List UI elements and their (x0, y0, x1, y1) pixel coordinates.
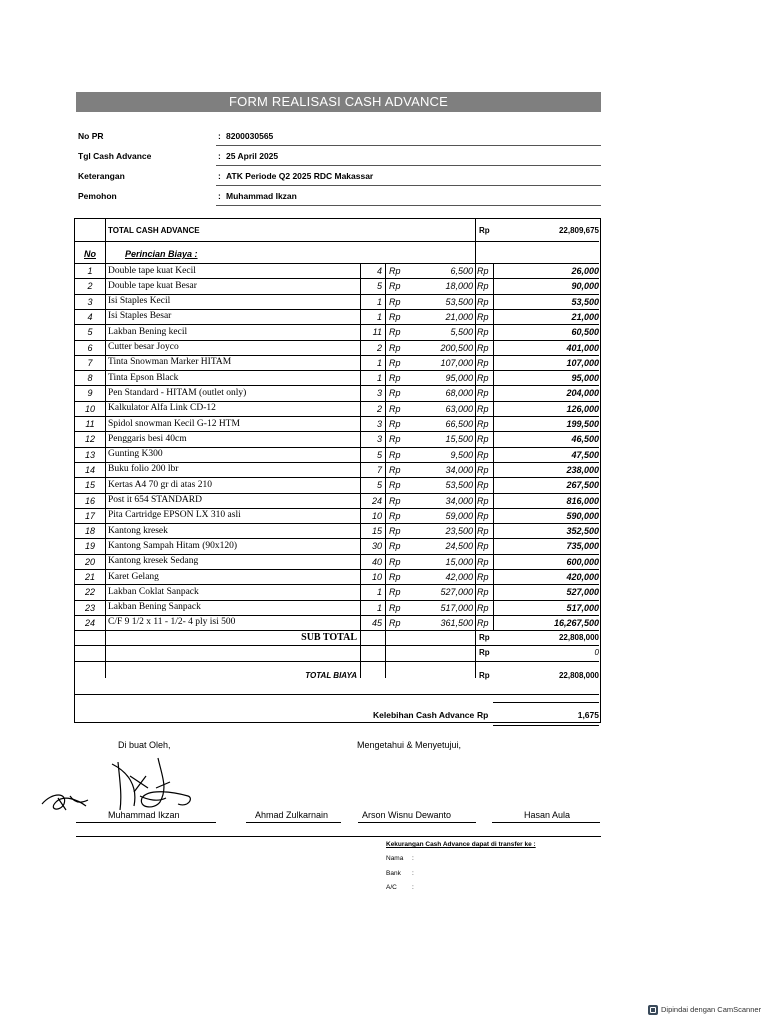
row-qty: 7 (376, 464, 382, 475)
row-currency-2: Rp (477, 602, 489, 613)
row-currency-2: Rp (477, 296, 489, 307)
row-price: 59,000 (445, 510, 473, 521)
extra-line (75, 661, 599, 662)
no-pr-value: 8200030565 (226, 131, 274, 141)
row-price: 34,000 (445, 464, 473, 475)
row-currency-2: Rp (477, 311, 489, 322)
extra-currency: Rp (479, 648, 490, 658)
row-price: 517,000 (440, 602, 473, 613)
pemohon-value: Muhammad Ikzan (226, 191, 297, 201)
row-qty: 4 (376, 266, 382, 276)
total-biaya-line (75, 694, 599, 695)
row-currency-2: Rp (477, 587, 489, 598)
row-qty: 5 (376, 281, 382, 292)
transfer-ac-colon: : (412, 884, 414, 891)
row-no: 14 (84, 464, 95, 475)
sub-total-currency: Rp (479, 633, 490, 643)
row-line (75, 569, 599, 570)
no-pr-underline (216, 145, 601, 146)
row-currency-2: Rp (477, 510, 489, 521)
row-no: 13 (84, 449, 95, 460)
row-qty: 1 (376, 373, 382, 384)
section-divider (76, 836, 601, 837)
total-ca-bottom-line (75, 241, 599, 242)
row-currency-1: Rp (389, 419, 401, 429)
row-qty: 1 (376, 311, 382, 322)
kelebihan-label: Kelebihan Cash Advance (373, 710, 475, 721)
row-currency-2: Rp (477, 556, 489, 567)
keterangan-label: Keterangan (78, 171, 125, 181)
row-currency-1: Rp (389, 556, 401, 567)
row-currency-1: Rp (389, 510, 401, 521)
tgl-cash-advance-colon: : (218, 151, 221, 161)
row-currency-2: Rp (477, 342, 489, 353)
row-line (75, 340, 599, 341)
row-total: 199,500 (566, 419, 599, 429)
row-qty: 1 (376, 357, 382, 368)
row-price: 66,500 (445, 419, 473, 429)
row-qty: 30 (371, 541, 382, 552)
rincian-column-header: Perincian Biaya : (125, 249, 198, 259)
vline-rp1 (385, 263, 386, 678)
row-line (75, 278, 599, 279)
row-price: 95,000 (445, 373, 473, 384)
row-total: 95,000 (571, 373, 599, 384)
row-item: Double tape kuat Besar (108, 280, 197, 291)
row-total: 46,500 (571, 434, 599, 445)
row-currency-1: Rp (389, 526, 401, 537)
row-price: 42,000 (445, 572, 473, 582)
row-item: Kalkulator Alfa Link CD-12 (108, 403, 216, 414)
row-no: 22 (84, 587, 95, 598)
row-currency-2: Rp (477, 572, 489, 582)
row-qty: 24 (371, 495, 382, 506)
row-qty: 10 (371, 572, 382, 582)
row-total: 238,000 (566, 464, 599, 475)
row-item: Cutter besar Joyco (108, 342, 179, 352)
signer-name-2: Ahmad Zulkarnain (255, 810, 329, 820)
row-price: 18,000 (445, 281, 473, 292)
row-total: 735,000 (566, 541, 599, 552)
pemohon-colon: : (218, 191, 221, 201)
row-no: 5 (87, 327, 93, 338)
row-total: 26,000 (571, 266, 599, 276)
row-line (75, 416, 599, 417)
row-item: Post it 654 STANDARD (108, 495, 202, 505)
vline-no-top (105, 219, 106, 241)
row-line (75, 508, 599, 509)
vline-rp2 (475, 219, 476, 678)
row-total: 590,000 (566, 510, 599, 521)
camscanner-label: Dipindai dengan CamScanner (661, 1005, 762, 1014)
row-currency-1: Rp (389, 373, 401, 384)
total-biaya-currency: Rp (479, 671, 490, 681)
row-qty: 2 (376, 342, 382, 353)
kelebihan-currency: Rp (477, 710, 489, 721)
row-currency-2: Rp (477, 464, 489, 475)
signer-name-4: Hasan Aula (524, 810, 571, 820)
row-price: 527,000 (440, 587, 473, 598)
row-line (75, 477, 599, 478)
row-total: 90,000 (571, 281, 599, 292)
row-line (75, 355, 599, 356)
row-total: 53,500 (571, 296, 599, 307)
row-no: 15 (84, 480, 95, 491)
row-no: 9 (87, 388, 93, 399)
row-currency-1: Rp (389, 327, 401, 338)
row-currency-2: Rp (477, 403, 489, 414)
row-total: 600,000 (566, 556, 599, 567)
row-currency-1: Rp (389, 587, 401, 598)
total-cash-advance-currency: Rp (479, 226, 490, 235)
row-total: 401,000 (566, 342, 599, 353)
row-total: 420,000 (566, 572, 599, 582)
row-item: Kantong kresek Sedang (108, 556, 199, 567)
row-line (75, 554, 599, 555)
row-price: 24,500 (445, 541, 473, 552)
row-line (75, 385, 599, 386)
row-qty: 15 (371, 526, 382, 537)
row-item: C/F 9 1/2 x 11 - 1/2- 4 ply isi 500 (108, 617, 236, 628)
row-no: 12 (84, 434, 95, 445)
row-no: 21 (84, 572, 95, 582)
row-line (75, 538, 599, 539)
row-qty: 1 (376, 296, 382, 307)
row-price: 53,500 (445, 480, 473, 491)
pemohon-label: Pemohon (78, 191, 117, 201)
signature-line-2 (246, 822, 341, 823)
row-price: 21,000 (445, 311, 473, 322)
row-currency-1: Rp (389, 617, 401, 628)
row-no: 23 (84, 602, 95, 613)
row-no: 18 (84, 526, 95, 537)
no-pr-colon: : (218, 131, 221, 141)
row-currency-2: Rp (477, 434, 489, 445)
row-currency-1: Rp (389, 541, 401, 552)
vline-no (105, 241, 106, 678)
row-total: 267,500 (566, 480, 599, 491)
row-line (75, 462, 599, 463)
row-price: 23,500 (445, 526, 473, 537)
kelebihan-top-line (493, 702, 599, 703)
expense-table (74, 218, 601, 723)
row-currency-2: Rp (477, 281, 489, 292)
row-currency-2: Rp (477, 419, 489, 429)
signature-line-4 (492, 822, 600, 823)
row-qty: 1 (376, 602, 382, 613)
row-item: Spidol snowman Kecil G-12 HTM (108, 418, 240, 429)
row-no: 16 (84, 495, 95, 506)
tgl-cash-advance-label: Tgl Cash Advance (78, 151, 152, 161)
row-item: Kertas A4 70 gr di atas 210 (108, 479, 212, 490)
row-currency-1: Rp (389, 495, 401, 506)
row-currency-1: Rp (389, 357, 401, 368)
row-qty: 3 (376, 419, 382, 429)
row-price: 6,500 (450, 266, 473, 276)
row-price: 5,500 (450, 327, 473, 338)
signature-line-3 (358, 822, 476, 823)
transfer-nama-colon: : (412, 855, 414, 862)
total-biaya-label: TOTAL BIAYA (305, 671, 357, 681)
mengetahui-label: Mengetahui & Menyetujui, (357, 740, 462, 750)
row-price: 15,000 (445, 556, 473, 567)
row-line (75, 370, 599, 371)
row-price: 9,500 (450, 449, 473, 460)
transfer-ac-label: A/C (386, 884, 397, 891)
row-qty: 5 (376, 480, 382, 491)
row-no: 20 (84, 556, 95, 567)
row-total: 352,500 (566, 526, 599, 537)
row-line (75, 401, 599, 402)
tgl-cash-advance-underline (216, 165, 601, 166)
row-no: 1 (87, 266, 93, 276)
kelebihan-underline-2 (493, 725, 599, 726)
row-total: 527,000 (566, 587, 599, 598)
row-item: Buku folio 200 lbr (108, 464, 179, 475)
row-currency-1: Rp (389, 602, 401, 613)
no-column-header: No (84, 249, 96, 259)
row-item: Lakban Bening Sanpack (108, 602, 201, 613)
row-currency-1: Rp (389, 296, 401, 307)
row-line (75, 493, 599, 494)
row-no: 4 (87, 311, 93, 322)
row-currency-1: Rp (389, 281, 401, 292)
row-qty: 3 (376, 434, 382, 445)
row-item: Pen Standard - HITAM (outlet only) (108, 387, 247, 398)
row-line (75, 431, 599, 432)
row-line (75, 615, 599, 616)
row-currency-2: Rp (477, 357, 489, 368)
form-title: FORM REALISASI CASH ADVANCE (76, 92, 601, 112)
row-line (75, 584, 599, 585)
row-currency-2: Rp (477, 480, 489, 491)
pemohon-underline (216, 205, 601, 206)
row-item: Isi Staples Besar (108, 311, 172, 322)
row-line (75, 324, 599, 325)
row-qty: 3 (376, 388, 382, 399)
row-price: 68,000 (445, 388, 473, 399)
row-currency-1: Rp (389, 266, 401, 276)
row-currency-1: Rp (389, 572, 401, 582)
row-no: 19 (84, 541, 95, 552)
row-no: 24 (84, 617, 95, 628)
row-total: 816,000 (566, 495, 599, 506)
no-pr-label: No PR (78, 131, 104, 141)
row-qty: 45 (371, 617, 382, 628)
sub-total-line (75, 645, 599, 646)
row-no: 17 (84, 510, 95, 521)
row-currency-1: Rp (389, 403, 401, 414)
row-no: 3 (87, 296, 93, 307)
row-no: 8 (87, 373, 93, 384)
row-currency-1: Rp (389, 480, 401, 491)
camscanner-icon (648, 1005, 658, 1015)
keterangan-value: ATK Periode Q2 2025 RDC Makassar (226, 171, 374, 181)
signature-line-1 (76, 822, 216, 823)
row-total: 21,000 (571, 311, 599, 322)
row-total: 517,000 (566, 602, 599, 613)
row-line (75, 294, 599, 295)
row-currency-2: Rp (477, 388, 489, 399)
row-line (75, 600, 599, 601)
row-no: 10 (84, 403, 95, 414)
row-price: 361,500 (440, 617, 473, 628)
transfer-bank-label: Bank (386, 870, 401, 877)
row-currency-1: Rp (389, 311, 401, 322)
row-qty: 10 (371, 510, 382, 521)
row-no: 11 (85, 419, 95, 429)
row-item: Karet Gelang (108, 571, 159, 582)
row-no: 6 (87, 342, 93, 353)
header-bottom-line (75, 263, 599, 264)
row-item: Tinta Epson Black (108, 372, 179, 383)
row-currency-2: Rp (477, 266, 489, 276)
row-item: Lakban Coklat Sanpack (108, 586, 199, 597)
sub-total-label: SUB TOTAL (301, 632, 357, 644)
tgl-cash-advance-value: 25 April 2025 (226, 151, 279, 161)
row-price: 34,000 (445, 495, 473, 506)
kelebihan-underline-1 (493, 722, 599, 723)
keterangan-colon: : (218, 171, 221, 181)
row-item: Kantong Sampah Hitam (90x120) (108, 540, 238, 551)
row-line (75, 309, 599, 310)
row-price: 15,500 (445, 434, 473, 445)
row-total: 60,500 (571, 327, 599, 338)
total-cash-advance-label: TOTAL CASH ADVANCE (108, 226, 200, 235)
row-total: 107,000 (566, 357, 599, 368)
row-currency-2: Rp (477, 617, 489, 628)
row-no: 2 (87, 281, 93, 292)
row-qty: 40 (371, 556, 382, 567)
total-biaya-value: 22,808,000 (558, 671, 599, 681)
row-item: Penggaris besi 40cm (108, 433, 187, 444)
row-line (75, 447, 599, 448)
row-no: 7 (87, 357, 93, 368)
row-item: Tinta Snowman Marker HITAM (108, 357, 232, 368)
transfer-nama-label: Nama (386, 855, 404, 862)
row-item: Pita Cartridge EPSON LX 310 asli (108, 510, 241, 521)
row-item: Kantong kresek (108, 525, 168, 536)
row-total: 47,500 (571, 449, 599, 460)
signer-name-3: Arson Wisnu Dewanto (362, 810, 452, 820)
row-currency-1: Rp (389, 388, 401, 399)
row-currency-1: Rp (389, 449, 401, 460)
row-price: 200,500 (440, 342, 473, 353)
row-currency-1: Rp (389, 434, 401, 445)
row-item: Isi Staples Kecil (108, 296, 171, 307)
row-line (75, 630, 599, 631)
dibuat-oleh-label: Di buat Oleh, (118, 740, 171, 750)
row-currency-2: Rp (477, 327, 489, 338)
row-currency-1: Rp (389, 464, 401, 475)
row-qty: 1 (376, 587, 382, 598)
kelebihan-value: 1,675 (577, 710, 599, 721)
extra-value: 0 (594, 648, 599, 658)
row-currency-2: Rp (477, 541, 489, 552)
row-currency-2: Rp (477, 495, 489, 506)
row-currency-1: Rp (389, 342, 401, 353)
keterangan-underline (216, 185, 601, 186)
row-total: 204,000 (566, 388, 599, 399)
row-item: Double tape kuat Kecil (108, 265, 196, 276)
row-qty: 2 (376, 403, 382, 414)
row-total: 16,267,500 (553, 617, 599, 628)
row-qty: 11 (372, 327, 382, 338)
row-qty: 5 (376, 449, 382, 460)
row-price: 107,000 (440, 357, 473, 368)
row-currency-2: Rp (477, 526, 489, 537)
row-line (75, 523, 599, 524)
row-item: Gunting K300 (108, 449, 163, 460)
transfer-bank-colon: : (412, 870, 414, 877)
signer-name-1: Muhammad Ikzan (108, 810, 180, 820)
row-price: 63,000 (445, 403, 473, 414)
total-cash-advance-value: 22,809,675 (558, 226, 599, 235)
row-currency-2: Rp (477, 373, 489, 384)
transfer-heading: Kekurangan Cash Advance dapat di transfer ke : (386, 841, 536, 848)
row-item: Lakban Bening kecil (108, 326, 188, 337)
row-total: 126,000 (566, 403, 599, 414)
row-currency-2: Rp (477, 449, 489, 460)
row-price: 53,500 (445, 296, 473, 307)
sub-total-value: 22,808,000 (558, 633, 599, 643)
